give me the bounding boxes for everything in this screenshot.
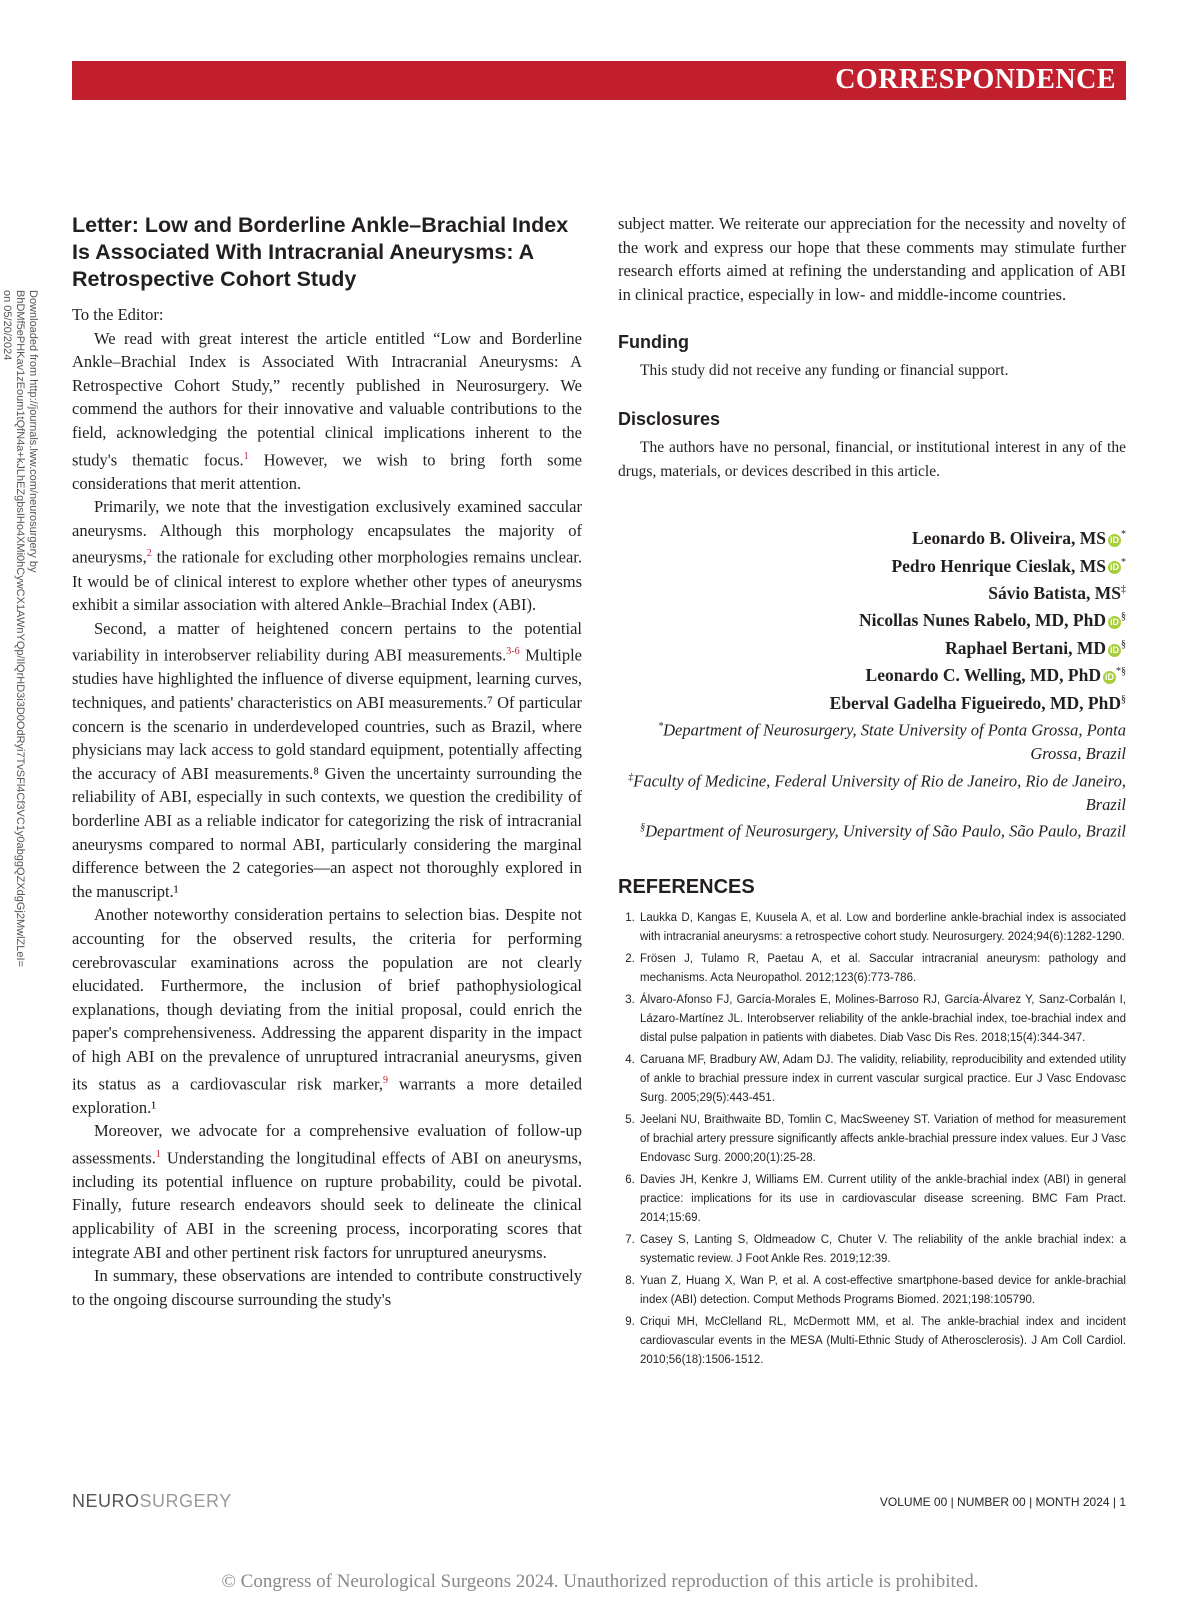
affiliation-mark: § — [1121, 611, 1126, 623]
salutation: To the Editor: — [72, 305, 164, 324]
reference-item: 4. Caruana MF, Bradbury AW, Adam DJ. The validity, reliability, reproducibility and extended utility of ankle to brachial pressure index in current vascular surgical practice. Eur J Vasc Endovasc Surg. 2005;29(5):443-451. — [638, 1051, 1126, 1108]
citation-marker[interactable]: 3-6 — [506, 646, 520, 658]
funding-text: This study did not receive any funding or financial support. — [640, 362, 1009, 380]
paragraph-text-tail: warrants a more detailed exploration.¹ — [72, 1074, 583, 1117]
author-name — [618, 633, 1126, 660]
right-column — [618, 212, 1126, 1373]
paragraph-text: Moreover, we advocate for a comprehensive evaluation of follow-up assessments. — [72, 1121, 582, 1168]
paragraph-text-tail: Understanding the longitudinal effects of ABI on aneurysms, including its potential influence on rupture probability, could be pivotal. Finally, future research endeavors should seek to delineate the clinical applicability of ABI in the screening process, incorporating scores that integrate ABI and other pertinent risk factors for unruptured aneurysms. — [72, 1148, 582, 1262]
body-paragraph — [72, 327, 582, 496]
author-name — [618, 688, 1126, 715]
affiliation — [618, 816, 1126, 843]
reference-item: 2. Frösen J, Tulamo R, Paetau A, et al. Saccular intracranial aneurysm: pathology and mechanisms. Acta Neuropathol. 2012;123(6):773-786. — [638, 950, 1126, 988]
reference-item: 6. Davies JH, Kenkre J, Williams EM. Current utility of the ankle-brachial index (ABI) in general practice: implications for its use in cardiovascular disease screening. BMC Fam Pract. 2014;15:69. — [638, 1171, 1126, 1228]
affiliation-text: Department of Neurosurgery, University of São Paulo, São Paulo, Brazil — [645, 821, 1126, 841]
paragraph-text-tail: Multiple studies have highlighted the influence of diverse equipment, learning curves, techniques, and patients' characteristics on ABI measurements.⁷ Of particular concern is the scenario in underdeveloped countries, such as Brazil, where physicians may lack access to gold standard equipment, potentially affecting the accuracy of ABI measurements.⁸ Given the uncertainty surrounding the reliability of ABI, especially in such contexts, we question the credibility of borderline ABI as a reliable indicator for categorizing the risk of intracranial aneurysms compared to normal ABI, particularly considering the marginal difference between the 2 categories—an aspect not thoroughly explored in the manuscript.¹ — [72, 645, 582, 901]
paragraph-text: In summary, these observations are intended to contribute constructively to the ongoing discourse surrounding the study's — [72, 1266, 582, 1309]
journal-name-prefix: NEURO — [72, 1491, 140, 1511]
author-name — [618, 551, 1126, 578]
author-name — [618, 523, 1126, 550]
affiliation-mark: * — [1121, 529, 1126, 541]
section-label: CORRESPONDENCE — [835, 64, 1116, 95]
issue-info: VOLUME 00 | NUMBER 00 | MONTH 2024 | 1 — [879, 1495, 1126, 1509]
orcid-icon[interactable]: iD — [1110, 617, 1119, 628]
affiliation-mark: *§ — [1116, 666, 1126, 678]
reference-item: 8. Yuan Z, Huang X, Wan P, et al. A cost-effective smartphone-based device for ankle-brachial index (ABI) detection. Comput Methods Programs Biomed. 2021;198:105790. — [638, 1272, 1126, 1310]
references-heading: REFERENCES — [618, 875, 755, 898]
affiliation-mark: ‡ — [628, 771, 634, 783]
affiliation-text: Faculty of Medicine, Federal University of Rio de Janeiro, Rio de Janeiro, Brazil — [633, 771, 1126, 814]
affiliation-mark: * — [658, 721, 664, 733]
citation-marker[interactable]: 1 — [155, 1148, 161, 1160]
affiliation — [618, 766, 1126, 817]
paragraph-text-tail: the rationale for excluding other morphologies remains unclear. It would be of clinical interest to explore whether other types of aneurysms exhibit a similar association with altered Ankle–Brachial Index (ABI). — [72, 547, 582, 615]
body-paragraph — [72, 495, 582, 616]
body-paragraph — [72, 1264, 582, 1311]
disclosures-text: The authors have no personal, financial, or institutional interest in any of the drugs, materials, or devices described in this article. — [618, 438, 1126, 480]
paragraph-text: We read with great interest the article entitled “Low and Borderline Ankle–Brachial Index is Associated With Intracranial Aneurysms: A Retrospective Cohort Study,” recently published in Neurosurgery. We commend the authors for their innovative and valuable contributions to the field, acknowledging the potential clinical implications inherent to the study's thematic focus. — [72, 328, 582, 470]
author-name — [618, 605, 1126, 632]
affiliation-mark: § — [1121, 638, 1126, 650]
orcid-icon[interactable]: iD — [1110, 644, 1119, 655]
download-watermark — [1, 290, 41, 967]
body-continuation: subject matter. We reiterate our appreciation for the necessity and novelty of the work and express our hope that these comments may stimulate further research efforts aimed at refining the understanding and application of ABI in clinical practice, especially in low- and middle-income countries. — [618, 214, 1126, 304]
author-name-text: Eberval Gadelha Figueiredo, MD, PhD — [829, 692, 1121, 713]
letter-body — [72, 327, 582, 1312]
author-name-text: Nicollas Nunes Rabelo, MD, PhD — [859, 610, 1106, 631]
author-name-text: Leonardo C. Welling, MD, PhD — [865, 665, 1101, 686]
citation-marker[interactable]: 1 — [243, 450, 249, 462]
author-name — [618, 660, 1126, 687]
author-name-text: Leonardo B. Oliveira, MS — [912, 527, 1106, 548]
reference-item: 1. Laukka D, Kangas E, Kuusela A, et al. Low and borderline ankle-brachial index is associated with intracranial aneurysms: a retrospective cohort study. Neurosurgery. 2024;94(6):1282-1290. — [638, 909, 1126, 947]
paragraph-text: Another noteworthy consideration pertains to selection bias. Despite not accounting for the observed results, the criteria for performing cerebrovascular examinations across the population are not clearly elucidated. Furthermore, the inclusion of brief pathophysiological explanations, though deviating from the initial proposal, could enrich the paper's comprehensiveness. Addressing the apparent disparity in the impact of high ABI on the prevalence of unruptured intracranial aneurysms, given its status as a cardiovascular risk marker, — [72, 905, 582, 1093]
reference-item: 5. Jeelani NU, Braithwaite BD, Tomlin C, MacSweeney ST. Variation of method for measurement of brachial artery pressure significantly affects ankle-brachial pressure index values. Eur J Vasc Endovasc Surg. 2000;20(1):25-28. — [638, 1111, 1126, 1168]
author-name — [618, 578, 1126, 605]
paragraph-text-tail: However, we wish to bring forth some considerations that merit attention. — [72, 450, 582, 493]
download-watermark-text: Downloaded from http://journals.lww.com/neurosurgery by BhDMf5ePHKav1zEoum1tQfN4a+kJLhEZgbsIHo4XMi0hCywCX1AWnYQp/IlQrHD3i3D0OdRyi7TvSFl4Cf3VC1y0abggQZXdgGj2MwlZLeI= on 05/20/2024 — [1, 290, 39, 967]
affiliation-mark: § — [1121, 693, 1126, 705]
orcid-icon[interactable]: iD — [1110, 534, 1119, 545]
section-banner — [72, 61, 1126, 100]
body-paragraph — [72, 903, 582, 1119]
citation-marker[interactable]: 9 — [383, 1074, 388, 1086]
article-title: Letter: Low and Borderline Ankle–Brachial Index Is Associated With Intracranial Aneurysms: A Retrospective Cohort Study — [72, 213, 569, 291]
affiliation-mark: ‡ — [1121, 584, 1126, 595]
author-name-text: Raphael Bertani, MD — [945, 637, 1106, 658]
orcid-icon[interactable]: iD — [1110, 562, 1119, 573]
citation-marker[interactable]: 2 — [146, 548, 152, 560]
orcid-icon[interactable]: iD — [1105, 672, 1114, 683]
disclosures-heading: Disclosures — [618, 408, 721, 429]
reference-item: 3. Álvaro-Afonso FJ, García-Morales E, Molines-Barroso RJ, García-Álvarez Y, Sanz-Corbalán I, Lázaro-Martínez JL. Interobserver reliability of the ankle-brachial index, toe-brachial index and distal pulse palpation in patients with diabetes. Diab Vasc Dis Res. 2018;15(4):344-347. — [638, 991, 1126, 1048]
journal-name — [72, 1491, 232, 1512]
affiliation-mark: § — [640, 822, 646, 834]
journal-name-suffix: SURGERY — [139, 1491, 232, 1511]
affiliation — [618, 715, 1126, 766]
body-paragraph — [72, 617, 582, 904]
funding-heading: Funding — [618, 332, 689, 353]
affiliation-mark: * — [1121, 556, 1126, 568]
left-column — [72, 212, 582, 1311]
copyright-notice: © Congress of Neurological Surgeons 2024. Unauthorized reproduction of this article is prohibited. — [221, 1571, 979, 1592]
reference-item: 9. Criqui MH, McClelland RL, McDermott MM, et al. The ankle-brachial index and incident cardiovascular events in the MESA (Multi-Ethnic Study of Atherosclerosis). J Am Coll Cardiol. 2010;56(18):1506-1512. — [638, 1313, 1126, 1370]
author-name-text: Sávio Batista, MS — [988, 582, 1121, 603]
author-name-text: Pedro Henrique Cieslak, MS — [891, 555, 1106, 576]
paragraph-text: Primarily, we note that the investigation exclusively examined saccular aneurysms. Although this morphology encapsulates the majority of aneurysms, — [72, 497, 582, 567]
author-list — [618, 523, 1126, 715]
affiliation-text: Department of Neurosurgery, State University of Ponta Grossa, Ponta Grossa, Brazil — [663, 720, 1126, 764]
body-paragraph — [72, 1119, 582, 1264]
reference-item: 7. Casey S, Lanting S, Oldmeadow C, Chuter V. The reliability of the ankle brachial index: a systematic review. J Foot Ankle Res. 2019;12:39. — [638, 1231, 1126, 1269]
paragraph-text: Second, a matter of heightened concern pertains to the potential variability in interobserver reliability during ABI measurements. — [72, 618, 582, 665]
affiliation-list — [618, 715, 1126, 843]
reference-list — [618, 909, 1126, 1370]
